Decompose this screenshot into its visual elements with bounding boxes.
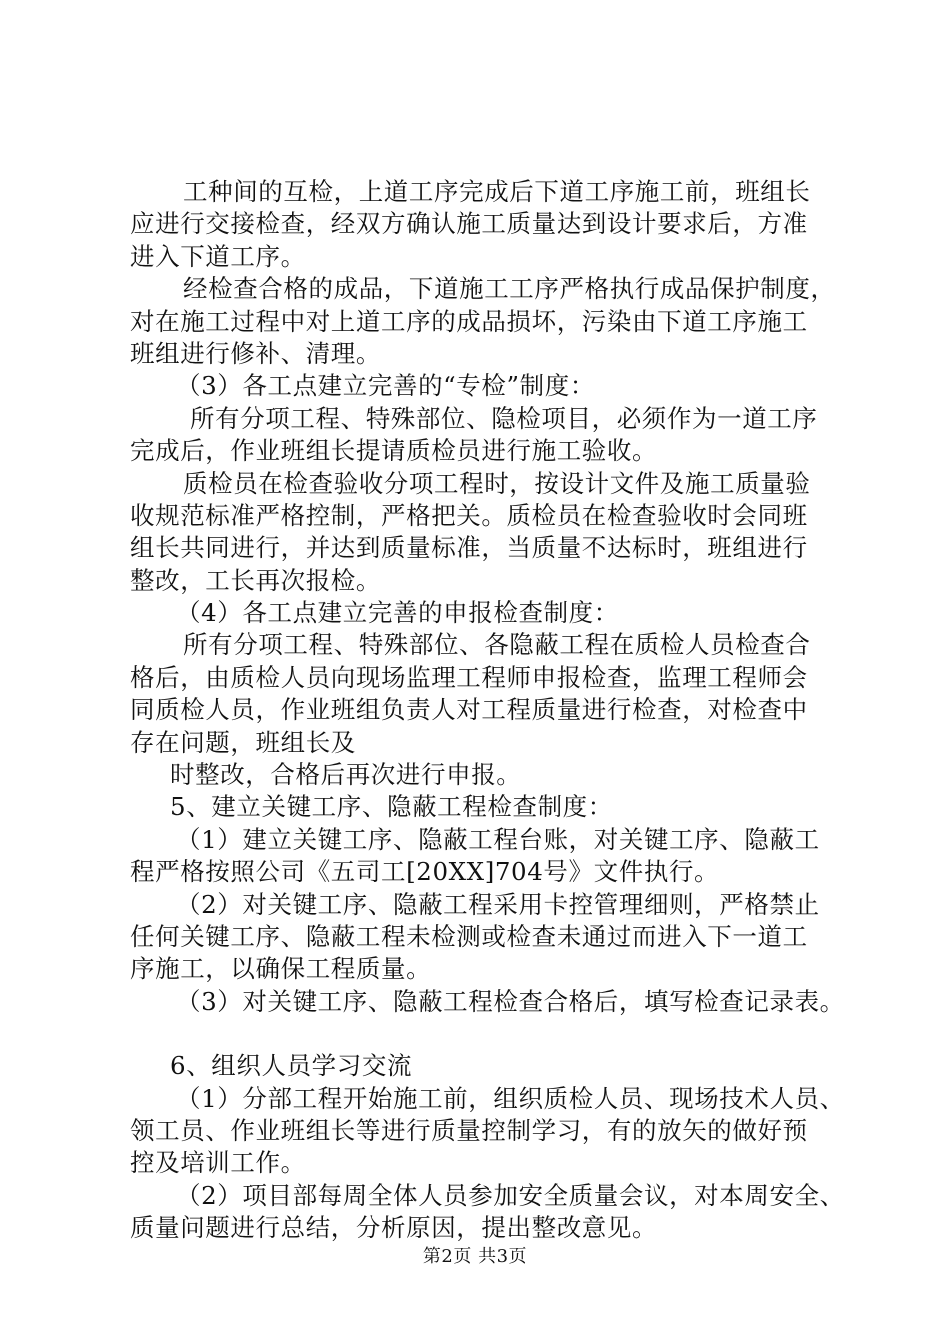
- body-line: 对在施工过程中对上道工序的成品损坏，污染由下道工序施工: [130, 306, 808, 336]
- body-line: 序施工，以确保工程质量。: [130, 954, 432, 984]
- page-footer: [0, 1245, 950, 1269]
- body-line: 存在问题，班组长及: [130, 727, 356, 757]
- page-number-label: 第2页 共3页: [422, 1246, 528, 1267]
- body-line: （3）对关键工序、隐蔽工程检查合格后，填写检查记录表。: [176, 986, 845, 1016]
- body-line: 经检查合格的成品，下道施工工序严格执行成品保护制度，: [183, 274, 836, 304]
- paragraph-gap: [130, 1018, 840, 1050]
- body-line: 应进行交接检查，经双方确认施工质量达到设计要求后，方准: [130, 209, 808, 239]
- body-line: 时整改，合格后再次进行申报。: [170, 760, 522, 790]
- body-line: 格后，由质检人员向现场监理工程师申报检查，监理工程师会: [130, 662, 808, 692]
- section-heading: 6、组织人员学习交流: [170, 1051, 413, 1081]
- body-line: 进入下道工序。: [130, 241, 306, 271]
- body-line: （2）项目部每周全体人员参加安全质量会议，对本周安全、: [176, 1180, 845, 1210]
- section-heading: （3）各工点建立完善的“专检”制度：: [176, 371, 595, 401]
- body-line: 所有分项工程、特殊部位、隐检项目，必须作为一道工序: [190, 403, 818, 433]
- body-line: 任何关键工序、隐蔽工程未检测或检查未通过而进入下一道工: [130, 921, 808, 951]
- body-line: 程严格按照公司《五司工[20XX]704号》文件执行。: [130, 857, 720, 887]
- body-line: 同质检人员，作业班组负责人对工程质量进行检查，对检查中: [130, 695, 808, 725]
- body-line: 班组进行修补、清理。: [130, 338, 381, 368]
- section-heading: （4）各工点建立完善的申报检查制度：: [176, 598, 619, 628]
- body-line: （1）建立关键工序、隐蔽工程台账，对关键工序、隐蔽工: [176, 824, 820, 854]
- section-heading: 5、建立关键工序、隐蔽工程检查制度：: [170, 792, 613, 822]
- body-line: 整改，工长再次报检。: [130, 565, 381, 595]
- body-line: 收规范标准严格控制，严格把关。质检员在检查验收时会同班: [130, 500, 808, 530]
- body-line: 工种间的互检，上道工序完成后下道工序施工前，班组长: [183, 177, 811, 206]
- body-line: 所有分项工程、特殊部位、各隐蔽工程在质检人员检查合: [183, 630, 811, 660]
- body-line: 组长共同进行，并达到质量标准，当质量不达标时，班组进行: [130, 533, 808, 563]
- body-line: （1）分部工程开始施工前，组织质检人员、现场技术人员、: [176, 1083, 845, 1113]
- body-line: 质量问题进行总结，分析原因，提出整改意见。: [130, 1213, 658, 1243]
- document-body: [130, 176, 845, 1245]
- body-line: 控及培训工作。: [130, 1148, 306, 1178]
- body-line: 完成后，作业班组长提请质检员进行施工验收。: [130, 436, 658, 466]
- body-line: 领工员、作业班组长等进行质量控制学习，有的放矢的做好预: [130, 1115, 808, 1145]
- body-line: （2）对关键工序、隐蔽工程采用卡控管理细则，严格禁止: [176, 889, 820, 919]
- body-line: 质检员在检查验收分项工程时，按设计文件及施工质量验: [183, 468, 811, 498]
